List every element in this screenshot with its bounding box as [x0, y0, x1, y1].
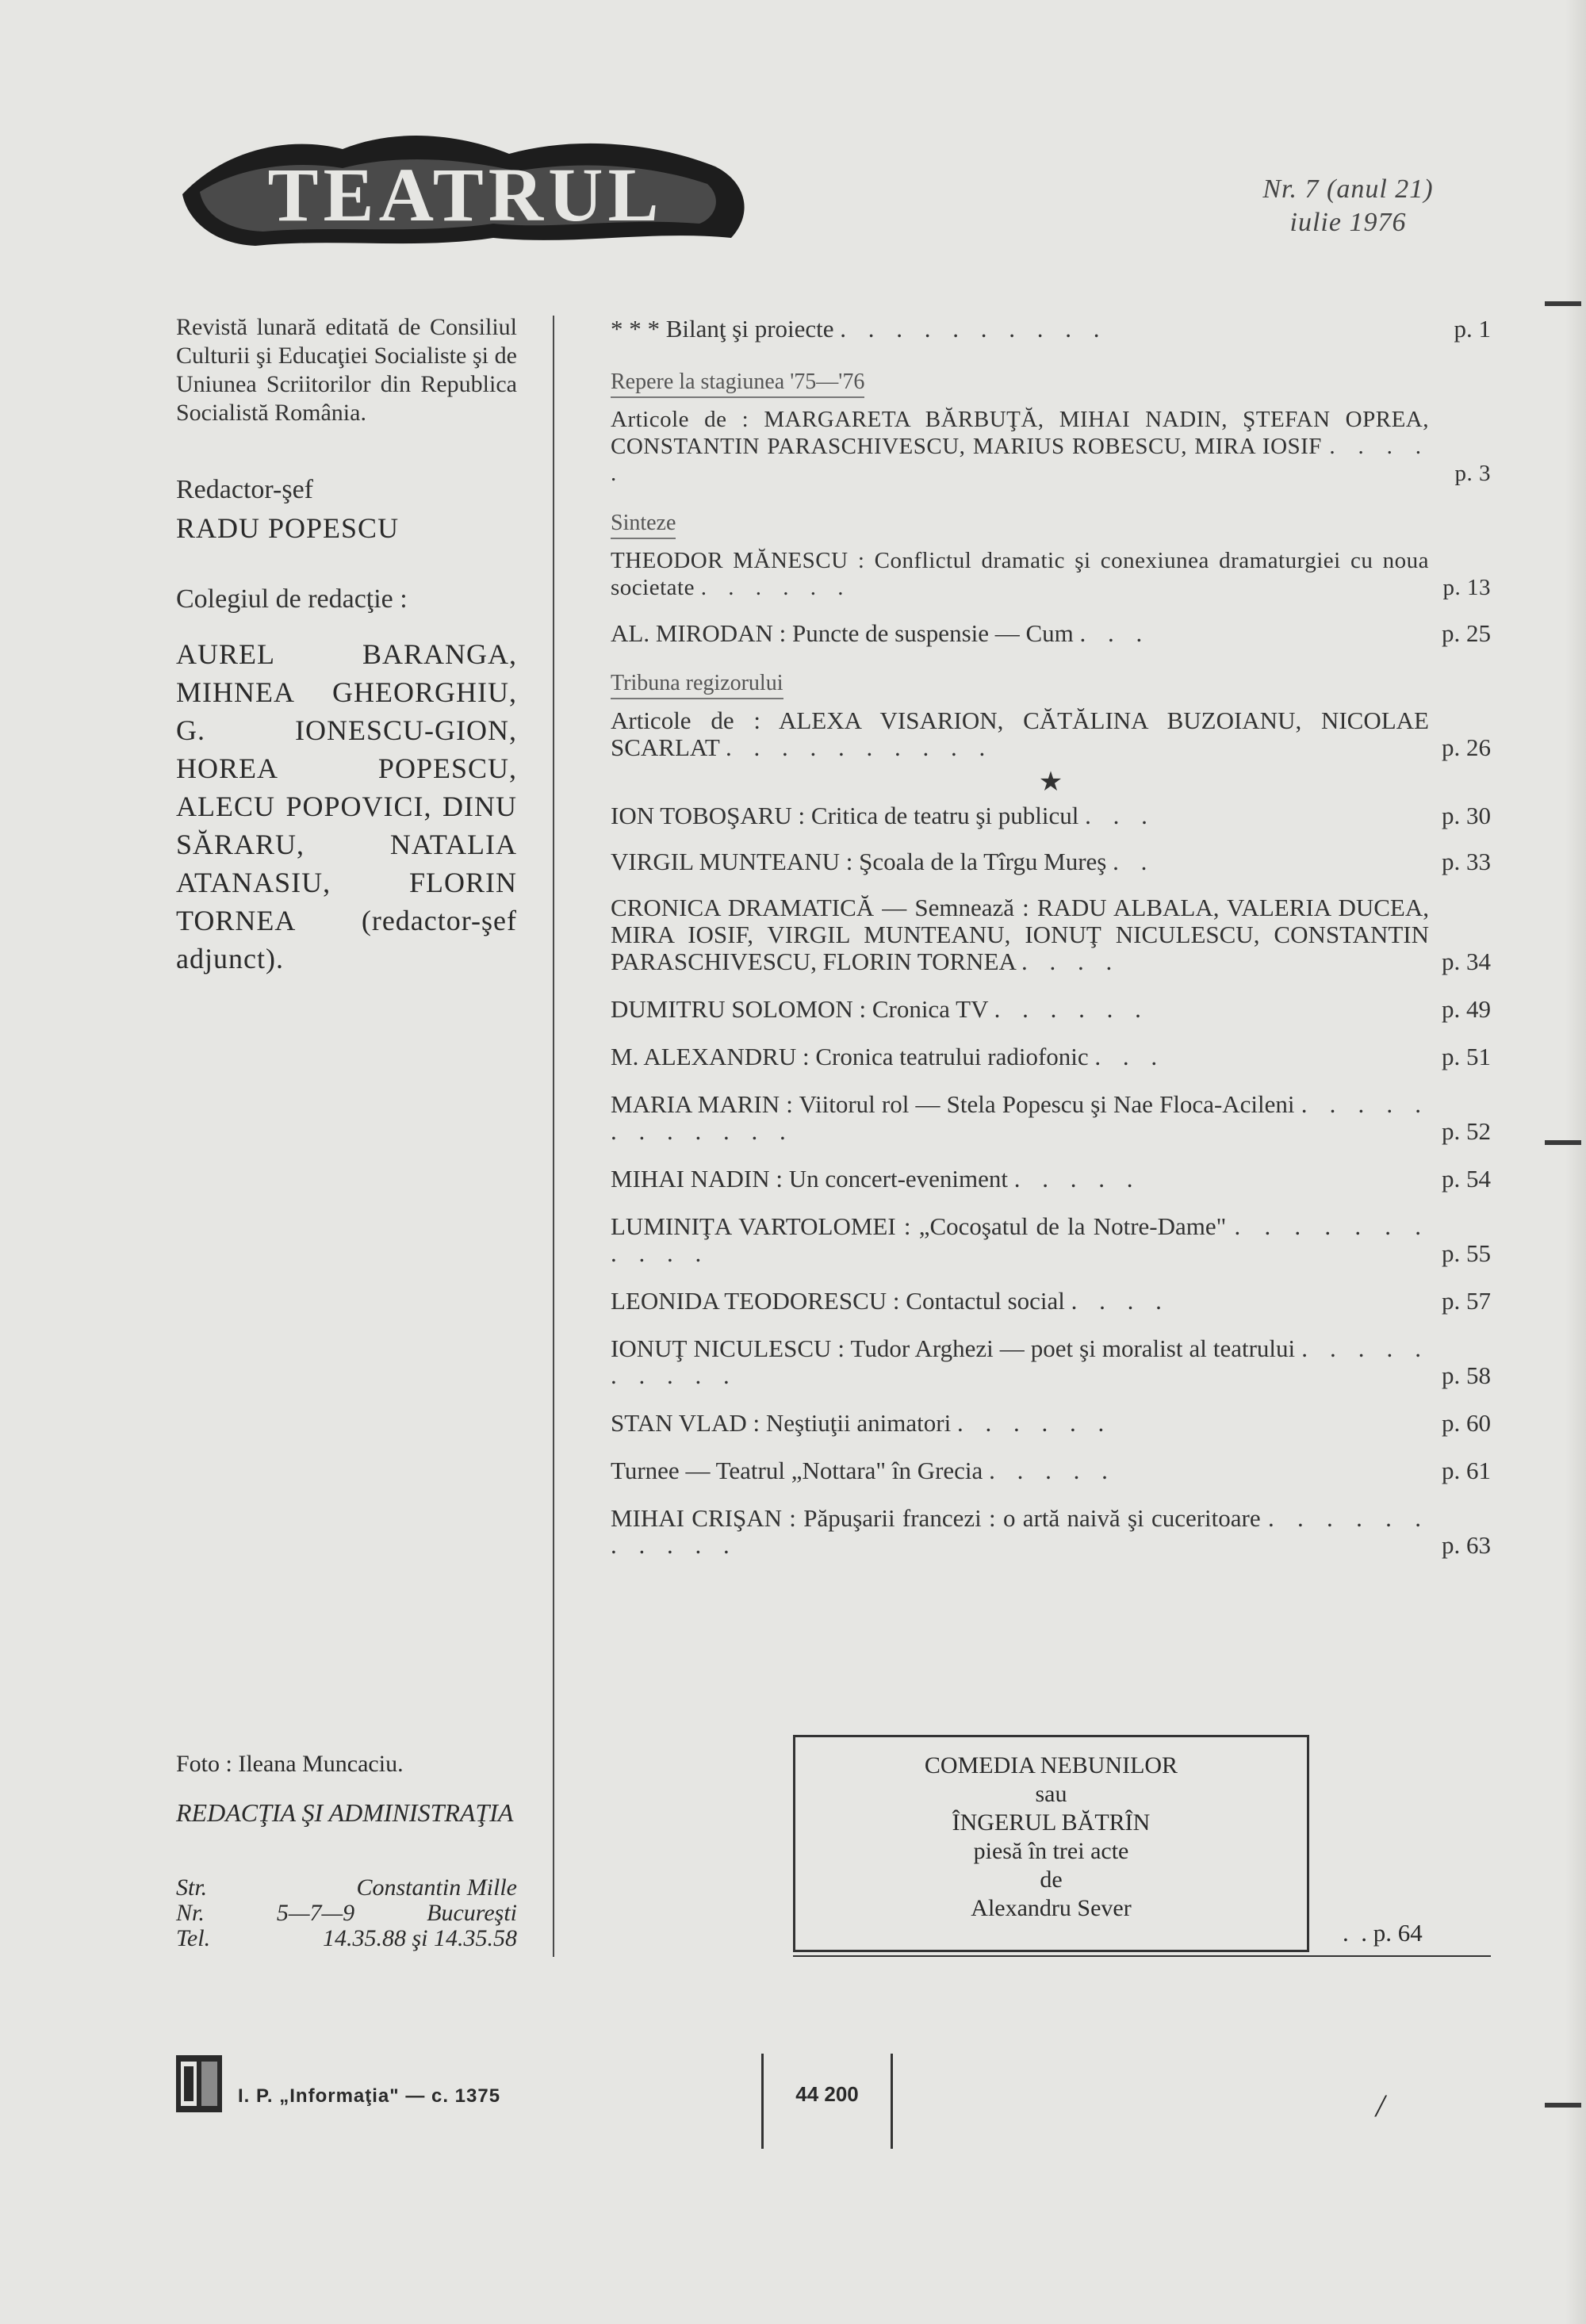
toc-text: MARIA MARIN : Viitorul rol — Stela Popescu şi Nae Floca-Acileni [611, 1090, 1295, 1118]
toc-page: p. 13 [1442, 575, 1491, 600]
toc-entry: IONUŢ NICULESCU : Tudor Arghezi — poet şi moralist al teatrului . . . . . . . . . . p. 58 [611, 1334, 1491, 1389]
toc-entry: MIHAI NADIN : Un concert-eveniment . . . . . p. 54 [611, 1165, 1491, 1193]
toc-text: Articole de : ALEXA VISARION, CĂTĂLINA BUZOIANU, NICOLAE SCARLAT [611, 706, 1429, 761]
photo-credit: Foto : Ileana Muncaciu. [176, 1751, 404, 1777]
toc-page: p. 34 [1442, 948, 1491, 975]
toc-text: MIHAI CRIŞAN : Păpuşarii francezi : o artă naivă şi cuceritoare [611, 1504, 1261, 1532]
pencil-mark: / [1376, 2088, 1385, 2123]
toc-entry: MIHAI CRIŞAN : Păpuşarii francezi : o artă naivă şi cuceritoare . . . . . . . . . . . p. 63 [611, 1504, 1491, 1559]
play-by: de [1040, 1866, 1063, 1893]
toc-text: AL. MIRODAN : Puncte de suspensie — Cum [611, 619, 1074, 647]
telephone: 14.35.88 şi 14.35.58 [322, 1925, 517, 1951]
toc-section [611, 668, 1491, 699]
toc-page: p. 1 [1454, 315, 1491, 343]
toc-text: ION TOBOŞARU : Critica de teatru şi publicul [611, 802, 1079, 829]
rule [793, 1955, 1491, 1957]
edge-mark [1545, 301, 1581, 306]
toc-page: p. 63 [1442, 1531, 1491, 1559]
play-genre: piesă în trei acte [973, 1838, 1129, 1864]
toc-entry: LEONIDA TEODORESCU : Contactul social . . . . p. 57 [611, 1287, 1491, 1315]
toc-text: * * * Bilanţ şi proiecte [611, 315, 834, 343]
toc-section [611, 507, 1491, 539]
board-label: Colegiul de redacţie : [176, 584, 408, 614]
print-run-number: 44 200 [795, 2082, 859, 2106]
table-of-contents [611, 316, 1491, 1559]
editor-name: RADU POPESCU [176, 512, 400, 544]
section-title: Repere la stagiunea '75—'76 [611, 369, 864, 398]
issue-date: iulie 1976 [1289, 208, 1407, 237]
publisher-statement: Revistă lunară editată de Consiliul Culturii şi Educaţiei Socialiste şi de Uniunea Scriitorilor din Republica Socialistă România. [176, 314, 517, 426]
teatrul-logo [176, 119, 755, 254]
office-title: REDACŢIA ŞI ADMINISTRAŢIA [176, 1798, 514, 1827]
toc-page: p. 57 [1442, 1287, 1491, 1315]
toc-page: p. 33 [1442, 848, 1491, 875]
toc-page: p. 3 [1454, 461, 1491, 486]
toc-entry: DUMITRU SOLOMON : Cronica TV . . . . . . p. 49 [611, 995, 1491, 1023]
toc-text: LUMINIŢA VARTOLOMEI : „Cocoşatul de la Notre-Dame" [611, 1212, 1227, 1240]
city: Bucureşti [427, 1900, 517, 1926]
toc-text: VIRGIL MUNTEANU : Şcoala de la Tîrgu Mureş [611, 848, 1107, 875]
toc-text: THEODOR MĂNESCU : Conflictul dramatic şi conexiunea dramaturgiei cu noua societate [611, 548, 1429, 600]
toc-entry: STAN VLAD : Neştiuţii animatori . . . . . . p. 60 [611, 1409, 1491, 1437]
toc-entry: * * * Bilanţ şi proiecte . . . . . . . . . . p. 1 [611, 315, 1491, 343]
toc-entry: VIRGIL MUNTEANU : Şcoala de la Tîrgu Mureş . . p. 33 [611, 848, 1491, 875]
print-run [761, 2054, 893, 2149]
toc-text: Turnee — Teatrul „Nottara" în Grecia [611, 1457, 983, 1484]
toc-page: p. 52 [1442, 1117, 1491, 1145]
issue-info [1205, 173, 1491, 239]
tel-label: Tel. [176, 1925, 211, 1951]
editor-label: Redactor-şef [176, 475, 314, 504]
featured-play-box [793, 1735, 1309, 1952]
toc-entry: Articole de : MARGARETA BĂRBUŢĂ, MIHAI NADIN, ŞTEFAN OPREA, CONSTANTIN PARASCHIVESCU, MARIUS ROBESCU, MIRA IOSIF . . . . . p. 3 [611, 407, 1491, 486]
office-address [176, 1875, 517, 1951]
toc-entry: LUMINIŢA VARTOLOMEI : „Cocoşatul de la Notre-Dame" . . . . . . . . . . . p. 55 [611, 1212, 1491, 1267]
toc-entry: Articole de : ALEXA VISARION, CĂTĂLINA BUZOIANU, NICOLAE SCARLAT . . . . . . . . . . p. 26 [611, 706, 1491, 761]
toc-section [611, 366, 1491, 398]
issue-number: Nr. 7 (anul 21) [1262, 174, 1434, 204]
toc-text: MIHAI NADIN : Un concert-eveniment [611, 1165, 1009, 1193]
toc-entry: M. ALEXANDRU : Cronica teatrului radiofonic . . . p. 51 [611, 1043, 1491, 1070]
toc-text: M. ALEXANDRU : Cronica teatrului radiofonic [611, 1043, 1089, 1070]
toc-page: p. 60 [1442, 1409, 1491, 1437]
toc-page: p. 55 [1442, 1239, 1491, 1267]
toc-page: p. 58 [1442, 1361, 1491, 1389]
edge-mark [1545, 2103, 1581, 2108]
toc-text: CRONICA DRAMATICĂ — Semnează : RADU ALBALA, VALERIA DUCEA, MIRA IOSIF, VIRGIL MUNTEANU, IONUŢ NICULESCU, CONSTANTIN PARASCHIVESCU, FLORIN TORNEA [611, 894, 1429, 975]
toc-page: p. 30 [1442, 802, 1491, 829]
printer-credit: I. P. „Informaţia" — c. 1375 [238, 2085, 501, 2107]
star-icon: ★ [1038, 768, 1063, 797]
toc-page: p. 26 [1442, 733, 1491, 761]
board-names: AUREL BARANGA, MIHNEA GHEORGHIU, G. IONESCU-GION, HOREA POPESCU, ALECU POPOVICI, DINU SĂRARU, NATALIA ATANASIU, FLORIN TORNEA (redactor-şef adjunct). [176, 638, 517, 974]
edge-mark [1545, 1140, 1581, 1145]
street-number: 5—7—9 [276, 1900, 355, 1926]
section-title: Tribuna regizorului [611, 671, 783, 699]
printer-logo [176, 2055, 222, 2112]
number-label: Nr. [176, 1900, 205, 1926]
toc-page: p. 64 [1373, 1919, 1423, 1947]
street-label: Str. [176, 1874, 208, 1901]
toc-text: STAN VLAD : Neştiuţii animatori [611, 1409, 952, 1437]
toc-page: p. 61 [1442, 1457, 1491, 1484]
toc-entry: ION TOBOŞARU : Critica de teatru şi publicul . . . p. 30 [611, 802, 1491, 829]
play-author: Alexandru Sever [971, 1895, 1132, 1921]
toc-page: p. 49 [1442, 995, 1491, 1023]
section-title: Sinteze [611, 511, 676, 539]
column-divider [553, 316, 554, 1957]
play-subtitle: ÎNGERUL BĂTRÎN [952, 1809, 1151, 1836]
toc-entry: MARIA MARIN : Viitorul rol — Stela Popescu şi Nae Floca-Acileni . . . . . . . . . . . . p. 52 [611, 1090, 1491, 1145]
play-or: sau [1035, 1781, 1067, 1807]
svg-text:TEATRUL: TEATRUL [267, 152, 664, 237]
toc-page: p. 51 [1442, 1043, 1491, 1070]
toc-text: LEONIDA TEODORESCU : Contactul social [611, 1287, 1065, 1315]
toc-page: p. 54 [1442, 1165, 1491, 1193]
toc-text: IONUŢ NICULESCU : Tudor Arghezi — poet şi moralist al teatrului [611, 1334, 1296, 1362]
play-title: COMEDIA NEBUNILOR [924, 1752, 1178, 1778]
toc-text: DUMITRU SOLOMON : Cronica TV [611, 995, 988, 1023]
masthead-column [176, 313, 517, 978]
toc-entry: Turnee — Teatrul „Nottara" în Grecia . . . . . p. 61 [611, 1457, 1491, 1484]
street: Constantin Mille [356, 1874, 517, 1901]
toc-entry: AL. MIRODAN : Puncte de suspensie — Cum . . . p. 25 [611, 619, 1491, 647]
toc-entry: CRONICA DRAMATICĂ — Semnează : RADU ALBALA, VALERIA DUCEA, MIRA IOSIF, VIRGIL MUNTEANU, IONUŢ NICULESCU, CONSTANTIN PARASCHIVESCU, FLORIN TORNEA . . . . p. 34 [611, 894, 1491, 975]
toc-entry: THEODOR MĂNESCU : Conflictul dramatic şi conexiunea dramaturgiei cu noua societate . . . . . . p. 13 [611, 548, 1491, 600]
toc-page: p. 25 [1442, 619, 1491, 647]
play-page: . . p. 64 [1343, 1919, 1423, 1947]
page-edge [1565, 0, 1586, 2324]
toc-text: Articole de : MARGARETA BĂRBUŢĂ, MIHAI NADIN, ŞTEFAN OPREA, CONSTANTIN PARASCHIVESCU, MARIUS ROBESCU, MIRA IOSIF [611, 407, 1429, 459]
